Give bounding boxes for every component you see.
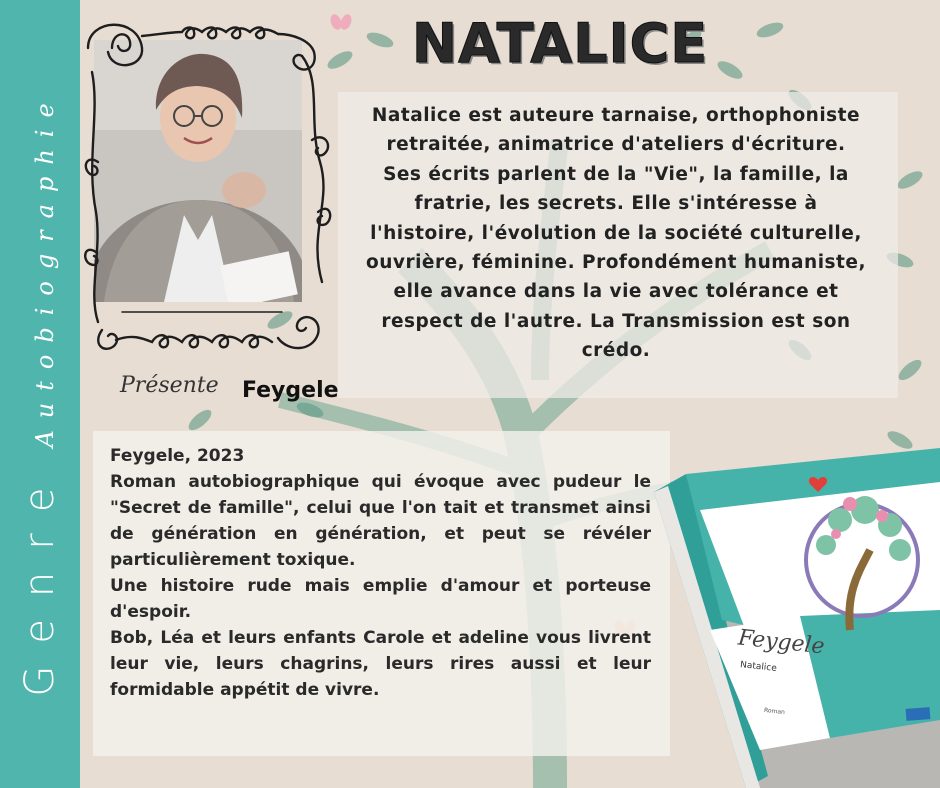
- book-cover-title: Feygele: [736, 625, 826, 660]
- bio-line: Natalice est auteure tarnaise, orthophoniste: [371, 105, 861, 126]
- presente-label: Présente: [120, 373, 219, 398]
- bio-line: elle avance dans la vie avec tolérance et: [393, 281, 839, 303]
- spiral-frame: [82, 12, 334, 354]
- description-heading: Feygele, 2023: [110, 446, 245, 466]
- description-paragraph: Roman autobiographique qui évoque avec pudeur le "Secret de famille", celui que l'on tait et transmet ainsi de génération en génération, et peut se révéler particulièrement toxique.: [110, 472, 651, 570]
- bio-text: [338, 101, 894, 366]
- description-paragraph: Une histoire rude mais emplie d'amour et porteuse d'espoir.: [110, 576, 651, 622]
- genre-sidebar: [0, 0, 80, 788]
- bio-line: Ses écrits parlent de la "Vie", la famille, la: [383, 163, 849, 185]
- page-title: NATALICE: [411, 12, 709, 75]
- bio-line: l'histoire, l'évolution de la société culturelle,: [370, 222, 862, 244]
- genre-vertical-text: [17, 91, 63, 696]
- bio-line: respect de l'autre. La Transmission est son: [381, 310, 851, 332]
- bio-line: ouvrière, féminine. Profondément humaniste,: [366, 252, 866, 274]
- presented-book-title: Feygele: [242, 378, 339, 403]
- bio-line: retraitée, animatrice d'ateliers d'écriture.: [386, 134, 846, 156]
- book-cover-genre: Roman: [763, 706, 786, 717]
- description-paragraph: Bob, Léa et leurs enfants Carole et adeline vous livrent leur vie, leurs chagrins, leurs rires aussi et leur formidable appétit de vivre.: [110, 628, 651, 700]
- bio-line: crédo.: [581, 340, 651, 362]
- bio-line: fratrie, les secrets. Elle s'intéresse à: [414, 193, 818, 215]
- book-cover-author: Natalice: [739, 660, 778, 674]
- genre-value: Autobiographie: [31, 91, 59, 448]
- book-cover-image: [650, 420, 940, 788]
- description-text: [110, 443, 651, 703]
- genre-label: Genre: [17, 465, 63, 697]
